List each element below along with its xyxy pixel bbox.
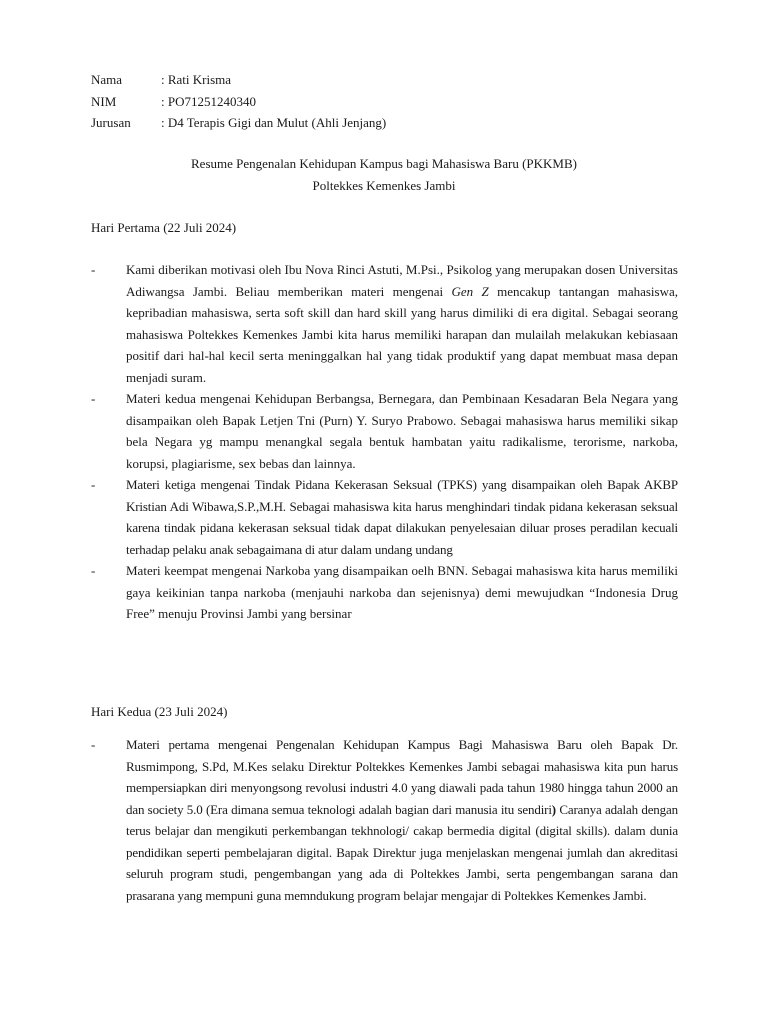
day-two-list (91, 734, 678, 906)
item-text: Kami diberikan motivasi oleh Ibu Nova Rinci Astuti, M.Psi., Psikolog yang merupakan dosen Universitas Adiwangsa Jambi. Beliau memberikan materi mengenai (126, 262, 678, 299)
item-text-continued: Caranya adalah dengan terus belajar dan mengikuti perkembangan tekhnologi/ cakap bermedia digital (digital skills). dalam dunia pendidikan seperti pembelajaran digital. Bapak Direktur juga menjelaskan mengenai jumlah dan akreditasi seluruh program studi, pengembangan yang ada di Poltekkes Jambi, serta pengembangan sarana dan prasarana yang mempuni guna memndukung program belajar mengajar di Poltekkes Kemenkes Jambi. (126, 801, 678, 903)
major-label: Jurusan (91, 115, 131, 130)
item-text: Materi ketiga mengenai Tindak Pidana Kekerasan Seksual (TPKS) yang disampaikan oleh Bapak AKBP Kristian Adi Wibawa,S.P.,M.H. Sebagai mahasiswa kita harus menghindari tindak pidana kekerasan seksual karena tindak pidana kekerasan seksual tidak dapat dilakukan penyelesaian diluar proses peradilan kecuali terhadap pelaku anak sebagaimana di atur dalam undang undang (126, 477, 678, 557)
bullet-dash: - (91, 477, 96, 492)
item-text-continued: mencakup tantangan mahasiswa, kepribadian mahasiswa, serta soft skill dan hard skill yang harus dimiliki di era digital. Sebagai seorang mahasiswa Poltekkes Kemenkes Jambi kita harus memiliki harapan dan mulailah melakukan kebiasaan positif dari hal-hal kecil serta meninggalkan hal yang tidak produktif yang dapat membuat masa depan menjadi suram. (126, 283, 679, 385)
bullet-dash: - (91, 563, 96, 578)
item-emphasis: Gen Z (451, 283, 489, 299)
list-item (91, 259, 678, 388)
list-item (91, 734, 678, 906)
day-one-heading: Hari Pertama (22 Juli 2024) (91, 220, 237, 235)
item-text: Materi keempat mengenai Narkoba yang disampaikan oelh BNN. Sebagai mahasiswa kita harus memiliki gaya keikinian tanpa narkoba (menjauhi narkoba dan sejenisnya) demi mewujudkan “Indonesia Drug Free” menuju Provinsi Jambi yang bersinar (126, 563, 678, 621)
identity-row-name (91, 71, 386, 93)
day-two-heading: Hari Kedua (23 Juli 2024) (91, 704, 228, 719)
name-value: : Rati Krisma (161, 72, 232, 87)
nim-value: : PO71251240340 (161, 93, 256, 109)
item-text: Materi pertama mengenai Pengenalan Kehidupan Kampus Bagi Mahasiswa Baru oleh Bapak Dr. Rusmimpong, S.Pd, M.Kes selaku Direktur Poltekkes Kemenkes Jambi sebagai mahasiswa kita pun harus mempersiapkan diri menyongsong revolusi industri 4.0 yang diawali pada tahun 1980 hingga tahun 2000 an dan society 5.0 (Era dimana semua teknologi adalah bagian dari manusia itu sendiri (126, 737, 678, 817)
bullet-dash: - (91, 737, 96, 752)
major-value: : D4 Terapis Gigi dan Mulut (Ahli Jenjang) (161, 115, 387, 130)
student-identity (91, 71, 386, 136)
list-item (91, 560, 678, 625)
identity-row-major (91, 114, 386, 136)
name-label: Nama (91, 72, 123, 87)
day-one-list (91, 259, 678, 625)
identity-row-nim (91, 93, 386, 115)
document-title: Resume Pengenalan Kehidupan Kampus bagi Mahasiswa Baru (PKKMB) (191, 156, 577, 171)
list-item (91, 474, 678, 560)
item-emphasis: ) (551, 801, 556, 817)
item-text: Materi kedua mengenai Kehidupan Berbangsa, Bernegara, dan Pembinaan Kesadaran Bela Negara yang disampaikan oleh Bapak Letjen Tni (Purn) Y. Suryo Prabowo. Sebagai mahasiswa harus memiliki sikap bela Negara yg mampu menangkal segala bentuk hambatan yaitu radikalisme, terorisme, narkoba, korupsi, plagiarisme, sex bebas dan lainnya. (126, 391, 678, 471)
list-item (91, 388, 678, 474)
bullet-dash: - (91, 391, 96, 406)
bullet-dash: - (91, 262, 96, 277)
document-subtitle: Poltekkes Kemenkes Jambi (312, 178, 456, 193)
nim-label: NIM (91, 93, 117, 109)
